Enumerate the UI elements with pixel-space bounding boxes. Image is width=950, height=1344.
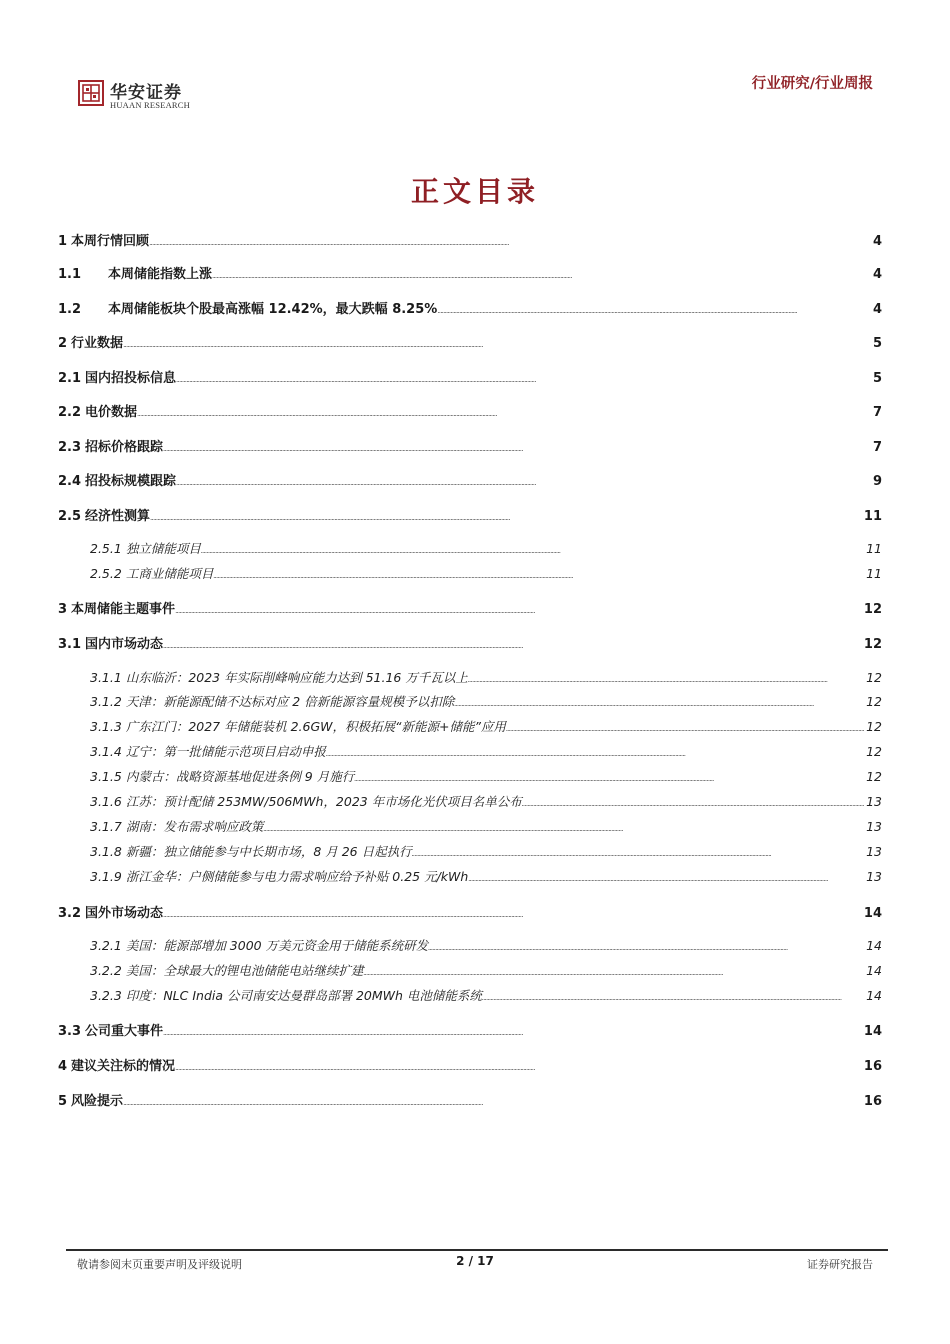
toc-dot-leader — [482, 988, 864, 1003]
toc-entry[interactable] — [58, 263, 882, 282]
toc-entry[interactable] — [58, 401, 882, 420]
footer-disclaimer: 敬请参阅末页重要声明及评级说明 — [77, 1258, 242, 1271]
toc-entry-page: 14 — [866, 938, 882, 953]
toc-entry[interactable] — [58, 598, 882, 617]
toc-entry-number: 3.1.3 — [90, 719, 122, 734]
toc-entry[interactable] — [90, 961, 882, 979]
company-logo — [78, 78, 228, 114]
toc-entry-number: 2.5.1 — [90, 541, 122, 556]
toc-entry-title: 工商业储能项目 — [125, 566, 214, 581]
toc-entry-page: 4 — [872, 302, 882, 317]
toc-entry[interactable] — [90, 564, 882, 582]
toc-entry-page: 12 — [866, 694, 882, 709]
toc-entry-number: 1.1 — [58, 267, 82, 282]
toc-entry-page: 14 — [866, 963, 882, 978]
toc-entry-page: 4 — [872, 267, 882, 282]
toc-entry-number: 3.1.5 — [90, 769, 122, 784]
toc-entry-number: 3.2.2 — [90, 963, 122, 978]
toc-entry[interactable] — [90, 767, 882, 785]
toc-entry[interactable] — [58, 470, 882, 489]
toc-entry-title: 内蒙古：战略资源基地促进条例 9 月施行 — [125, 769, 355, 784]
toc-dot-leader — [149, 234, 871, 249]
page-indicator: 2 / 17 — [456, 1254, 494, 1268]
toc-entry-page: 12 — [866, 744, 882, 759]
toc-entry-page: 14 — [863, 906, 882, 921]
toc-dot-leader — [263, 819, 864, 834]
toc-dot-leader — [176, 371, 871, 386]
toc-dot-leader — [437, 302, 871, 317]
toc-entry-page: 14 — [866, 988, 882, 1003]
toc-dot-leader — [454, 694, 864, 709]
toc-dot-leader — [163, 440, 871, 455]
toc-entry-number: 3.1.7 — [90, 819, 122, 834]
toc-entry[interactable] — [90, 867, 882, 885]
toc-dot-leader — [212, 267, 871, 282]
toc-entry-number: 1.2 — [58, 302, 82, 317]
toc-entry-page: 5 — [872, 371, 882, 386]
toc-entry-number: 3.2.3 — [90, 988, 122, 1003]
toc-entry[interactable] — [58, 436, 882, 455]
toc-entry-title: 招投标规模跟踪 — [85, 474, 177, 489]
toc-dot-leader — [412, 844, 865, 859]
toc-entry-title: 公司重大事件 — [85, 1024, 164, 1039]
toc-entry-title: 本周储能主题事件 — [71, 602, 176, 617]
toc-entry-number: 3.3 — [58, 1024, 82, 1039]
toc-entry[interactable] — [90, 668, 882, 686]
toc-entry-number: 2.4 — [58, 474, 82, 489]
toc-entry-page: 4 — [872, 234, 882, 249]
toc-entry-number: 2.3 — [58, 440, 82, 455]
toc-entry-page: 12 — [863, 637, 882, 652]
toc-entry[interactable] — [58, 298, 882, 317]
toc-dot-leader — [428, 938, 864, 953]
toc-entry-title: 国内招投标信息 — [85, 371, 177, 386]
toc-entry[interactable] — [58, 633, 882, 652]
toc-dot-leader — [175, 1059, 862, 1074]
toc-entry-title: 辽宁：第一批储能示范项目启动申报 — [125, 744, 326, 759]
toc-dot-leader — [123, 1094, 862, 1109]
toc-entry-number: 1 — [58, 234, 68, 249]
toc-entry-title: 建议关注标的情况 — [71, 1059, 176, 1074]
toc-dot-leader — [123, 336, 871, 351]
toc-entry-page: 13 — [866, 869, 882, 884]
toc-entry-title: 风险提示 — [71, 1094, 124, 1109]
toc-entry[interactable] — [58, 367, 882, 386]
toc-entry-title: 天津：新能源配储不达标对应 2 倍新能源容量规模予以扣除 — [125, 694, 455, 709]
toc-dot-leader — [163, 637, 862, 652]
toc-dot-leader — [201, 541, 864, 556]
toc-entry-title: 经济性测算 — [85, 509, 151, 524]
toc-entry-page: 14 — [863, 1024, 882, 1039]
toc-dot-leader — [354, 769, 864, 784]
toc-dot-leader — [506, 719, 864, 734]
toc-entry-title: 新疆：独立储能参与中长期市场，8 月 26 日起执行 — [125, 844, 412, 859]
toc-entry-title: 本周行情回顾 — [71, 234, 150, 249]
toc-entry-number: 3.1 — [58, 637, 82, 652]
toc-entry-title: 山东临沂：2023 年实际削峰响应能力达到 51.16 万千瓦以上 — [125, 670, 468, 685]
toc-entry-page: 12 — [863, 602, 882, 617]
toc-entry-title: 国外市场动态 — [85, 906, 164, 921]
toc-entry[interactable] — [90, 842, 882, 860]
toc-dot-leader — [137, 405, 871, 420]
toc-entry-title: 独立储能项目 — [125, 541, 201, 556]
toc-entry-number: 3.2 — [58, 906, 82, 921]
toc-entry-page: 11 — [866, 541, 882, 556]
toc-entry[interactable] — [58, 230, 882, 249]
toc-entry[interactable] — [58, 1090, 882, 1109]
toc-entry-number: 5 — [58, 1094, 68, 1109]
toc-entry-page: 11 — [863, 509, 882, 524]
toc-dot-leader — [522, 794, 864, 809]
toc-entry[interactable] — [90, 792, 882, 810]
toc-dot-leader — [468, 869, 864, 884]
toc-entry-number: 3.1.8 — [90, 844, 122, 859]
toc-entry-number: 2.2 — [58, 405, 82, 420]
toc-dot-leader — [326, 744, 864, 759]
toc-dot-leader — [363, 963, 864, 978]
footer-divider — [66, 1249, 888, 1251]
toc-entry[interactable] — [90, 717, 882, 735]
toc-entry-title: 本周储能指数上涨 — [108, 267, 213, 282]
toc-entry[interactable] — [90, 692, 882, 710]
toc-entry[interactable] — [90, 742, 882, 760]
toc-entry-title: 招标价格跟踪 — [85, 440, 164, 455]
toc-entry-title: 印度：NLC India 公司南安达曼群岛部署 20MWh 电池储能系统 — [125, 988, 482, 1003]
toc-entry-number: 2 — [58, 336, 68, 351]
toc-dot-leader — [213, 566, 864, 581]
toc-entry-title: 湖南：发布需求响应政策 — [125, 819, 264, 834]
toc-dot-leader — [163, 1024, 862, 1039]
toc-entry-title: 国内市场动态 — [85, 637, 164, 652]
toc-entry-page: 13 — [866, 819, 882, 834]
toc-dot-leader — [163, 906, 862, 921]
toc-entry-title: 浙江金华：户侧储能参与电力需求响应给予补贴 0.25 元/kWh — [125, 869, 469, 884]
toc-entry-page: 12 — [866, 719, 882, 734]
toc-entry[interactable] — [90, 817, 882, 835]
report-category: 行业研究/行业周报 — [751, 76, 873, 92]
toc-entry-title: 电价数据 — [85, 405, 138, 420]
toc-entry-page: 9 — [872, 474, 882, 489]
toc-entry-page: 13 — [866, 844, 882, 859]
toc-entry[interactable] — [58, 902, 882, 921]
toc-entry-number: 3.1.4 — [90, 744, 122, 759]
toc-entry-title: 广东江门：2027 年储能装机 2.6GW，积极拓展“新能源+储能”应用 — [125, 719, 506, 734]
toc-entry-page: 7 — [872, 440, 882, 455]
toc-title: 正文目录 — [410, 175, 539, 208]
toc-entry-number: 3.1.1 — [90, 670, 122, 685]
toc-entry-page: 16 — [863, 1059, 882, 1074]
toc-entry-number: 2.5 — [58, 509, 82, 524]
toc-dot-leader — [468, 670, 864, 685]
toc-entry-page: 7 — [872, 405, 882, 420]
toc-entry[interactable] — [90, 539, 882, 557]
toc-entry-title: 美国：全球最大的锂电池储能电站继续扩建 — [125, 963, 364, 978]
toc-entry-page: 16 — [863, 1094, 882, 1109]
logo-chinese-name: 华安证券 — [110, 83, 182, 103]
toc-entry[interactable] — [58, 1020, 882, 1039]
toc-entry-number: 3.1.6 — [90, 794, 122, 809]
toc-entry-number: 2.1 — [58, 371, 82, 386]
toc-entry-page: 11 — [866, 566, 882, 581]
toc-entry-page: 13 — [866, 794, 882, 809]
toc-entry-page: 12 — [866, 769, 882, 784]
toc-entry-number: 4 — [58, 1059, 68, 1074]
toc-entry-number: 3.1.2 — [90, 694, 122, 709]
toc-entry-number: 2.5.2 — [90, 566, 122, 581]
page-header — [0, 0, 950, 130]
toc-dot-leader — [150, 509, 862, 524]
toc-entry[interactable] — [90, 986, 882, 1004]
toc-entry-page: 12 — [866, 670, 882, 685]
footer-report-type: 证券研究报告 — [807, 1258, 873, 1271]
seal-icon — [78, 80, 104, 106]
toc-dot-leader — [176, 474, 871, 489]
toc-entry[interactable] — [58, 1055, 882, 1074]
logo-english-name: HUAAN RESEARCH — [110, 100, 191, 110]
toc-entry-number: 3.2.1 — [90, 938, 122, 953]
toc-entry-title: 江苏：预计配储 253MW/506MWh，2023 年市场化光伏项目名单公布 — [125, 794, 522, 809]
toc-entry[interactable] — [58, 505, 882, 524]
toc-entry[interactable] — [90, 936, 882, 954]
toc-entry-number: 3.1.9 — [90, 869, 122, 884]
toc-dot-leader — [175, 602, 862, 617]
toc-entry[interactable] — [58, 332, 882, 351]
toc-entry-page: 5 — [872, 336, 882, 351]
toc-entry-title: 行业数据 — [71, 336, 124, 351]
toc-entry-title: 本周储能板块个股最高涨幅 12.42%，最大跌幅 8.25% — [108, 302, 438, 317]
toc-entry-number: 3 — [58, 602, 68, 617]
toc-entry-title: 美国：能源部增加 3000 万美元资金用于储能系统研发 — [125, 938, 429, 953]
